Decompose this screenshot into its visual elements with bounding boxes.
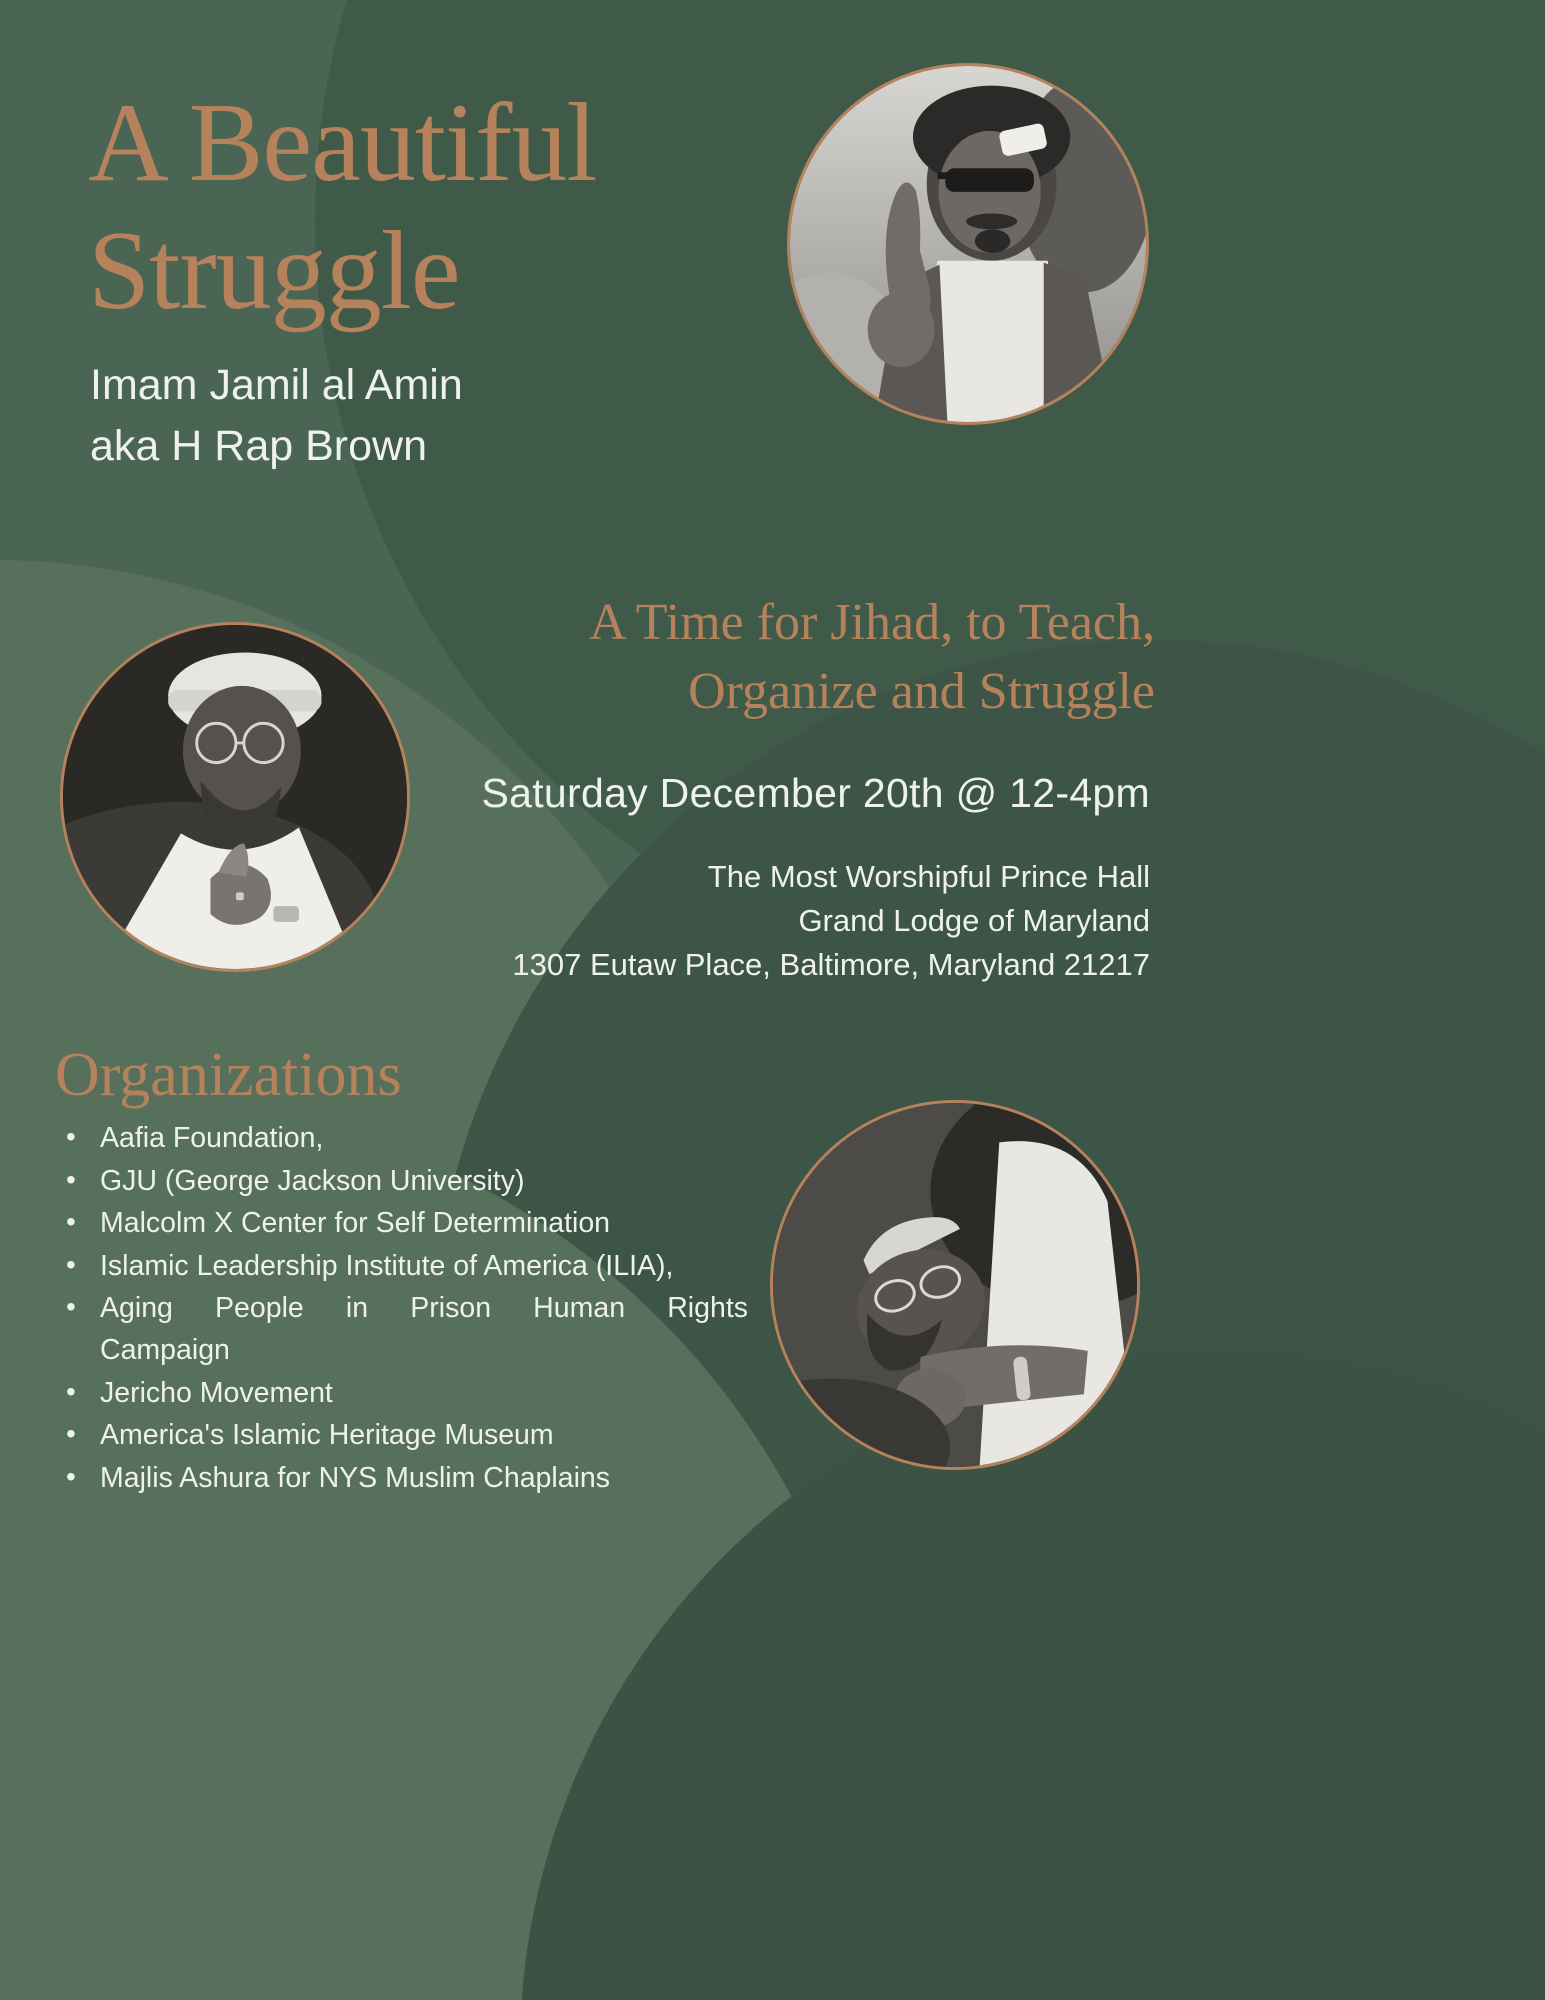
tagline-line-2: Organize and Struggle (688, 663, 1155, 721)
list-item: • America's Islamic Heritage Museum (58, 1415, 748, 1457)
list-item: • Malcolm X Center for Self Determination (58, 1203, 748, 1245)
tagline-line-1: A Time for Jihad, to Teach, (589, 594, 1155, 651)
list-item-line-2: Campaign (100, 1334, 230, 1367)
list-item: • Majlis Ashura for NYS Muslim Chaplains (58, 1458, 748, 1500)
page-title (88, 80, 788, 335)
venue-address: 1307 Eutaw Place, Baltimore, Maryland 21217 (512, 947, 1150, 983)
list-item: • Islamic Leadership Institute of America (ILIA), (58, 1246, 748, 1288)
event-tagline (395, 588, 1155, 726)
venue-line-2: Grand Lodge of Maryland (798, 903, 1150, 939)
list-item-line-1: • Aging People in Prison Human Rights (100, 1292, 748, 1325)
speaker-name (90, 355, 770, 477)
list-item: • GJU (George Jackson University) (58, 1161, 748, 1203)
organizations-list (58, 1118, 748, 1500)
list-item (58, 1288, 748, 1371)
venue-line-1: The Most Worshipful Prince Hall (707, 859, 1150, 894)
speaker-name-line-2: aka H Rap Brown (90, 422, 427, 471)
speaker-name-line-1: Imam Jamil al Amin (90, 361, 463, 409)
event-datetime: Saturday December 20th @ 12-4pm (481, 770, 1150, 816)
list-item: • Jericho Movement (58, 1373, 748, 1415)
organizations-heading: Organizations (55, 1041, 402, 1109)
title-line-1: A Beautiful (88, 81, 597, 205)
list-item: • Aafia Foundation, (58, 1118, 748, 1160)
event-venue (400, 855, 1150, 987)
title-line-2: Struggle (88, 208, 460, 333)
